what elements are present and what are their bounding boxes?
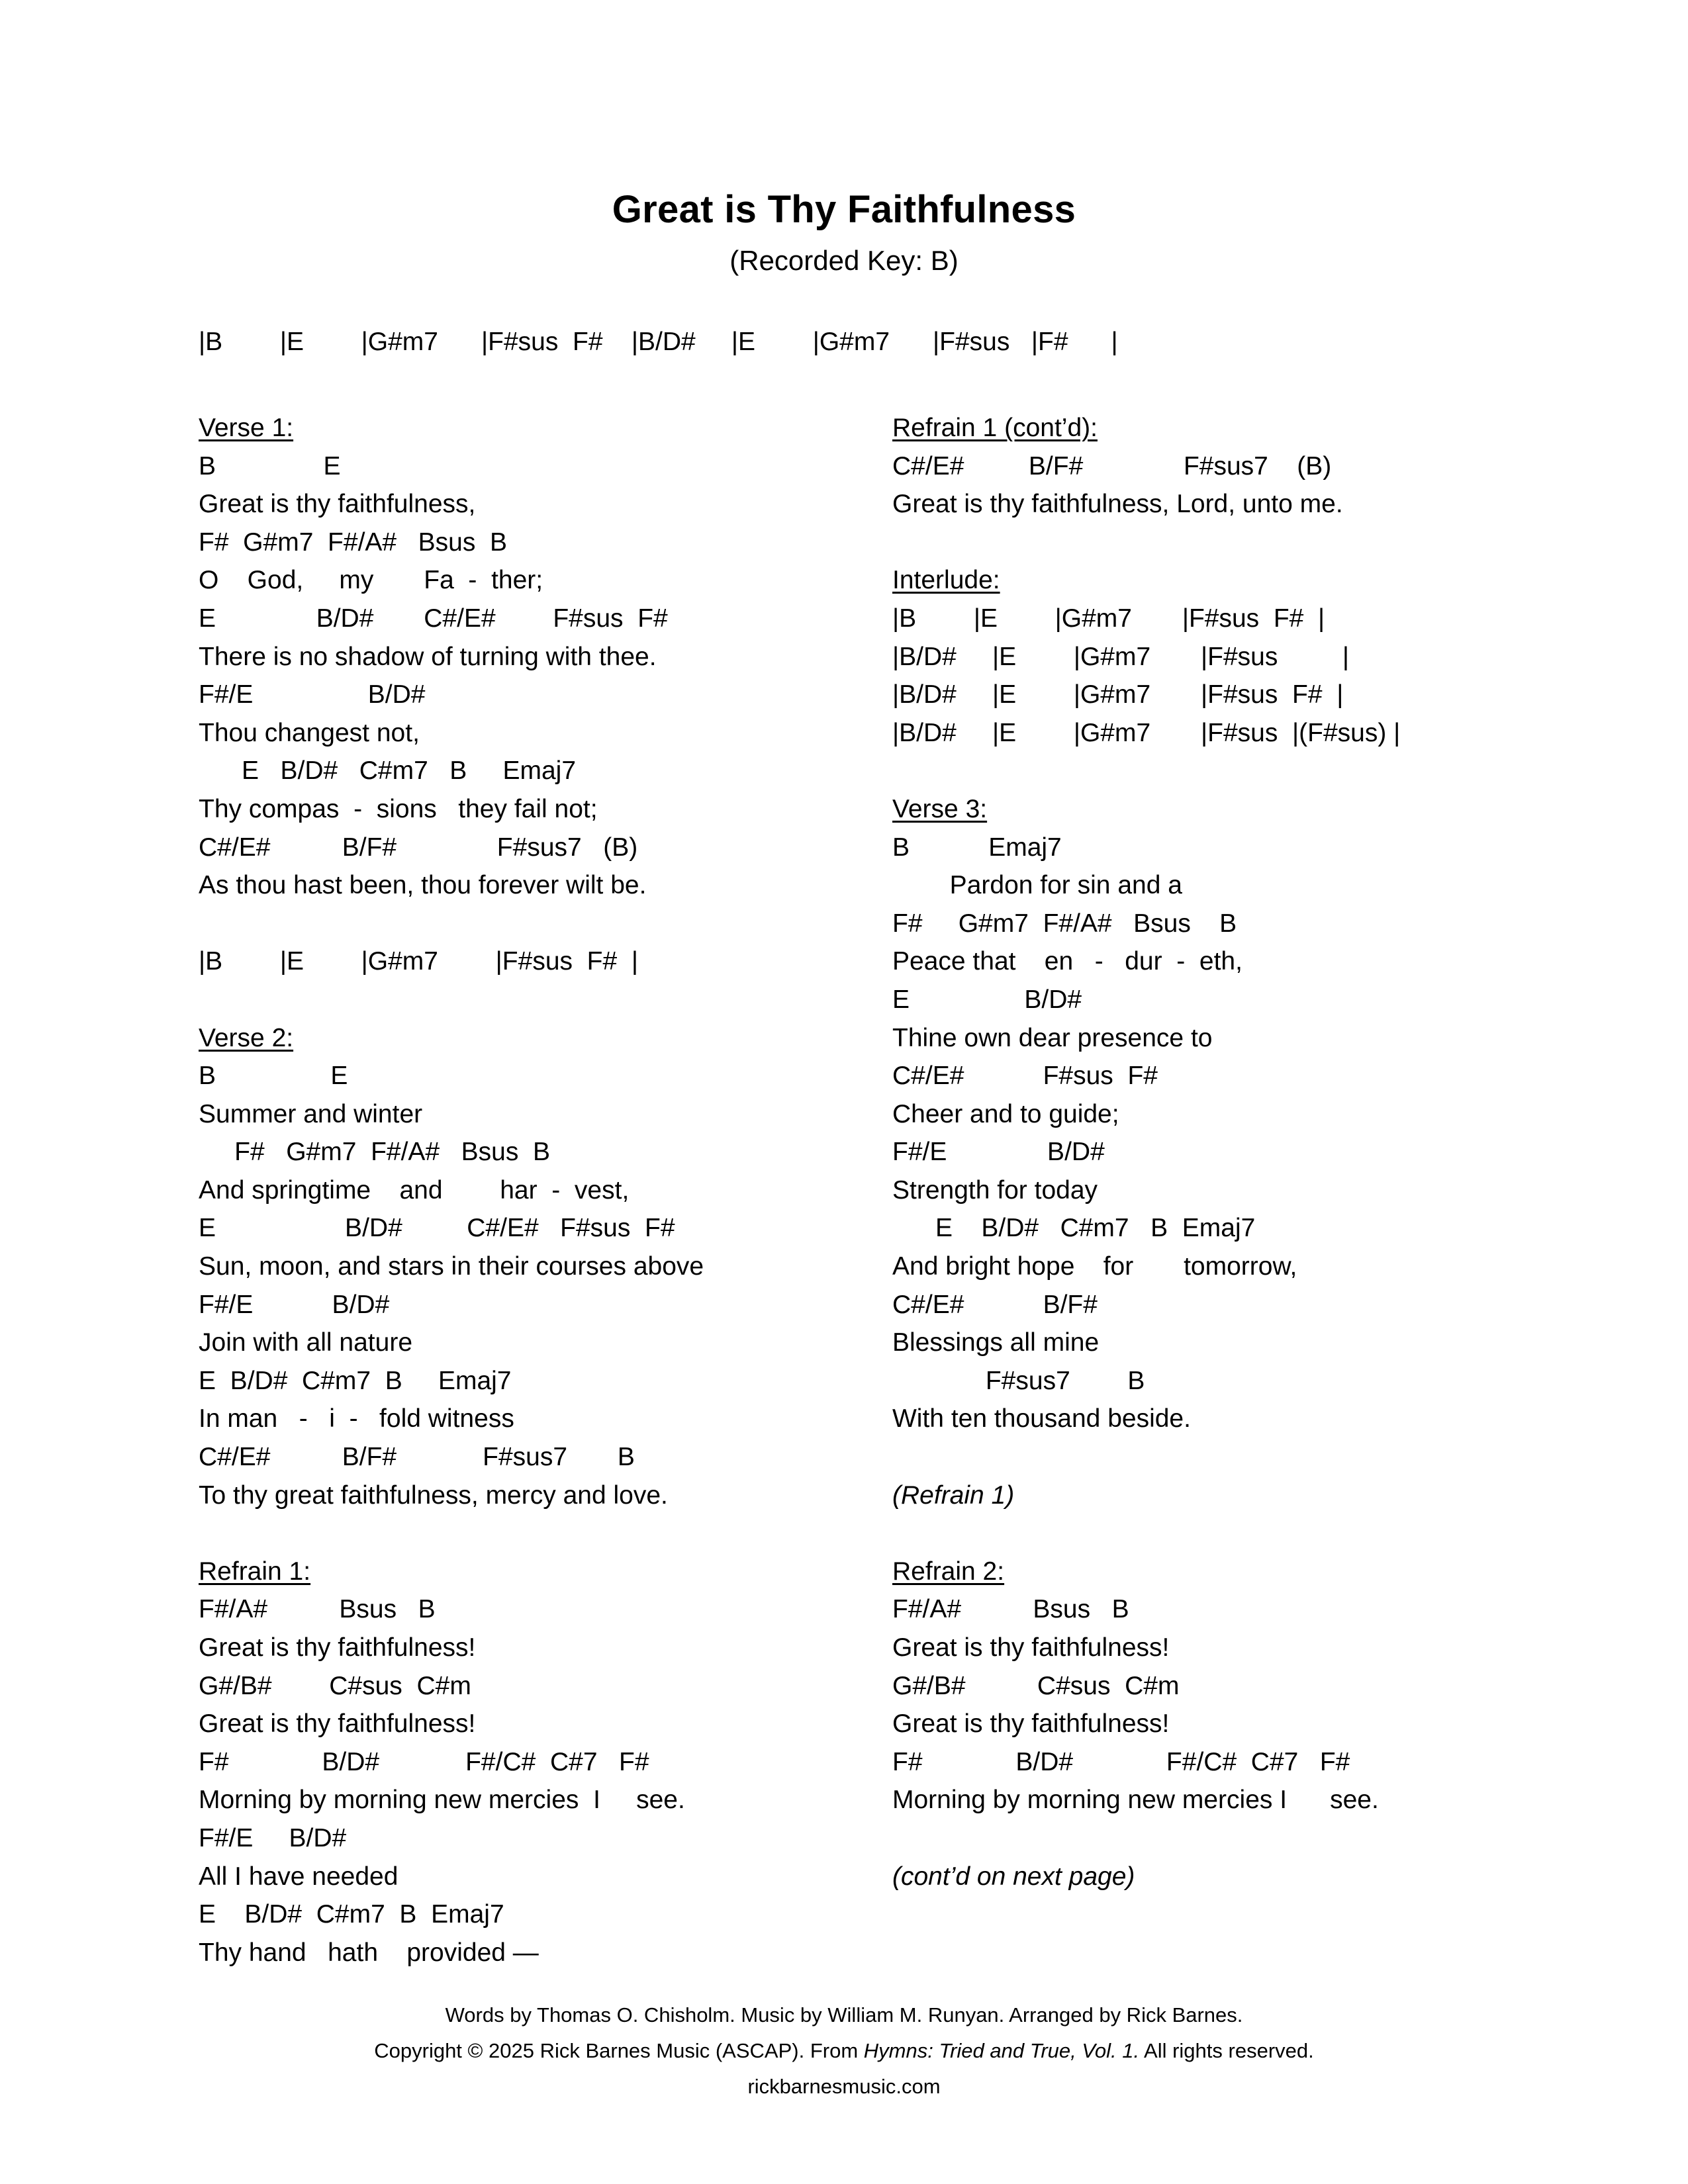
verse-1-heading: Verse 1: bbox=[199, 414, 294, 442]
chord-line: F#/E B/D# bbox=[892, 1138, 1105, 1167]
page-title: Great is Thy Faithfulness bbox=[612, 188, 1076, 231]
right-column bbox=[892, 409, 1594, 1895]
lyric-line: In man - i - fold witness bbox=[199, 1404, 514, 1433]
chord-line: F#sus7 B bbox=[892, 1366, 1145, 1395]
chord-line: F#/E B/D# bbox=[199, 680, 426, 709]
lyric-line: Thou changest not, bbox=[199, 718, 420, 747]
refrain-1-contd-heading-row bbox=[892, 409, 1594, 447]
left-column bbox=[199, 409, 861, 1972]
refrain-1-heading: Refrain 1: bbox=[199, 1557, 311, 1586]
section-refrain-1 bbox=[199, 1553, 861, 1972]
verse-3-heading-row bbox=[892, 790, 1594, 829]
footer-copyright-line bbox=[0, 2033, 1688, 2069]
lyric-line: Great is thy faithfulness, Lord, unto me. bbox=[892, 490, 1343, 519]
lyric-line: Morning by morning new mercies I see. bbox=[892, 1786, 1379, 1815]
collection-title: Hymns: Tried and True, Vol. 1. bbox=[863, 2039, 1140, 2062]
section-verse-2 bbox=[199, 1019, 861, 1515]
chord-line: F# G#m7 F#/A# Bsus B bbox=[199, 1138, 551, 1167]
lyric-line: With ten thousand beside. bbox=[892, 1404, 1191, 1433]
lyric-line: O God, my Fa - ther; bbox=[199, 566, 543, 595]
footer-website: rickbarnesmusic.com bbox=[747, 2075, 941, 2098]
verse-2-heading-row bbox=[199, 1019, 861, 1058]
lyric-line: All I have needed bbox=[199, 1862, 399, 1891]
lyric-line: Thy compas - sions they fail not; bbox=[199, 794, 598, 823]
recorded-key-subtitle: (Recorded Key: B) bbox=[729, 244, 959, 276]
interlude-heading-row bbox=[892, 561, 1594, 600]
lyric-line: Great is thy faithfulness! bbox=[199, 1709, 476, 1739]
chord-line: F# G#m7 F#/A# Bsus B bbox=[199, 527, 508, 557]
footer-authorship-line: Words by Thomas O. Chisholm. Music by William M. Runyan. Arranged by Rick Barnes. bbox=[445, 2003, 1243, 2026]
lyric-line: Morning by morning new mercies I see. bbox=[199, 1786, 685, 1815]
chord-line: G#/B# C#sus C#m bbox=[892, 1671, 1180, 1700]
section-gap bbox=[199, 1514, 861, 1553]
copyright-text-post: All rights reserved. bbox=[1139, 2039, 1314, 2062]
chord-line: |B |E |G#m7 |F#sus F# | bbox=[892, 604, 1325, 633]
chord-line: F#/E B/D# bbox=[199, 1290, 390, 1319]
chord-line: E B/D# C#m7 B Emaj7 bbox=[199, 756, 577, 786]
chord-line: E B/D# C#/E# F#sus F# bbox=[199, 604, 668, 633]
section-gap bbox=[892, 1514, 1594, 1553]
lyric-line: Sun, moon, and stars in their courses above bbox=[199, 1252, 704, 1281]
chord-line: E B/D# C#m7 B Emaj7 bbox=[199, 1900, 504, 1929]
refrain-2-heading-row bbox=[892, 1553, 1594, 1591]
chord-line: F#/A# Bsus B bbox=[892, 1595, 1129, 1624]
footer-credits bbox=[0, 1997, 1688, 2105]
section-verse-1 bbox=[199, 409, 861, 905]
chord-line: C#/E# B/F# bbox=[892, 1290, 1098, 1319]
lyric-line: Thy hand hath provided — bbox=[199, 1938, 539, 1967]
chord-line: F# B/D# F#/C# C#7 F# bbox=[892, 1747, 1350, 1776]
chord-line: F# G#m7 F#/A# Bsus B bbox=[892, 909, 1237, 938]
section-refrain-1-contd bbox=[892, 409, 1594, 523]
refrain-2-heading: Refrain 2: bbox=[892, 1557, 1005, 1586]
lyric-line: There is no shadow of turning with thee. bbox=[199, 642, 657, 671]
chord-line: B E bbox=[199, 451, 341, 480]
verse-2-heading: Verse 2: bbox=[199, 1023, 294, 1052]
chord-line: |B/D# |E |G#m7 |F#sus |(F#sus) | bbox=[892, 718, 1401, 747]
chord-line: E B/D# C#m7 B Emaj7 bbox=[199, 1366, 512, 1395]
refrain-1-heading-row bbox=[199, 1553, 861, 1591]
title-block bbox=[0, 189, 1688, 276]
lyric-line: Great is thy faithfulness! bbox=[892, 1709, 1170, 1739]
chord-line: |B/D# |E |G#m7 |F#sus | bbox=[892, 642, 1350, 671]
chord-line: E B/D# C#m7 B Emaj7 bbox=[892, 1214, 1256, 1243]
chord-line: F#/E B/D# bbox=[199, 1823, 347, 1852]
section-verse-3 bbox=[892, 790, 1594, 1438]
chord-line: F#/A# Bsus B bbox=[199, 1595, 436, 1624]
verse-1-heading-row bbox=[199, 409, 861, 447]
chord-line: |B/D# |E |G#m7 |F#sus F# | bbox=[892, 680, 1344, 709]
section-gap bbox=[892, 752, 1594, 790]
refrain-1-reference: (Refrain 1) bbox=[892, 1480, 1015, 1510]
interlude-heading: Interlude: bbox=[892, 566, 1000, 595]
lyric-line: Great is thy faithfulness! bbox=[892, 1633, 1170, 1662]
section-gap bbox=[892, 523, 1594, 562]
chord-line: F# B/D# F#/C# C#7 F# bbox=[199, 1747, 649, 1776]
refrain-1-contd-heading: Refrain 1 (cont’d): bbox=[892, 414, 1098, 442]
chord-line: C#/E# F#sus F# bbox=[892, 1062, 1158, 1091]
section-gap bbox=[892, 1819, 1594, 1858]
lyric-line: And bright hope for tomorrow, bbox=[892, 1252, 1297, 1281]
chord-line: E B/D# C#/E# F#sus F# bbox=[199, 1214, 675, 1243]
lyric-line: Great is thy faithfulness! bbox=[199, 1633, 476, 1662]
chord-line: C#/E# B/F# F#sus7 (B) bbox=[199, 833, 638, 862]
lyric-line: Peace that en - dur - eth, bbox=[892, 947, 1243, 976]
contd-next-page-note: (cont’d on next page) bbox=[892, 1862, 1135, 1891]
interlude-short-chord-line: |B |E |G#m7 |F#sus F# | bbox=[199, 947, 638, 976]
intro-chord-line: |B |E |G#m7 |F#sus F# |B/D# |E |G#m7 |F#sus |F# | bbox=[199, 328, 1118, 356]
lyric-line: And springtime and har - vest, bbox=[199, 1175, 630, 1205]
lyric-line: To thy great faithfulness, mercy and love. bbox=[199, 1480, 668, 1510]
lyric-line: Summer and winter bbox=[199, 1099, 423, 1128]
lyric-line: Join with all nature bbox=[199, 1328, 413, 1357]
lyric-line: As thou hast been, thou forever wilt be. bbox=[199, 871, 647, 900]
verse-3-heading: Verse 3: bbox=[892, 794, 988, 823]
chord-line: C#/E# B/F# F#sus7 B bbox=[199, 1443, 635, 1472]
chord-line: B E bbox=[199, 1062, 348, 1091]
section-gap bbox=[892, 1438, 1594, 1477]
section-gap bbox=[199, 981, 861, 1019]
copyright-text-pre: Copyright © 2025 Rick Barnes Music (ASCAP). From bbox=[374, 2039, 864, 2062]
lyric-line: Blessings all mine bbox=[892, 1328, 1100, 1357]
section-interlude bbox=[892, 561, 1594, 752]
chord-line: E B/D# bbox=[892, 985, 1082, 1014]
chord-line: G#/B# C#sus C#m bbox=[199, 1671, 471, 1700]
section-gap bbox=[199, 905, 861, 943]
chord-line: B Emaj7 bbox=[892, 833, 1062, 862]
section-refrain-2 bbox=[892, 1553, 1594, 1819]
lyric-line: Strength for today bbox=[892, 1175, 1098, 1205]
chart-columns bbox=[0, 409, 1688, 1971]
lyric-line: Great is thy faithfulness, bbox=[199, 490, 476, 519]
chord-line: C#/E# B/F# F#sus7 (B) bbox=[892, 451, 1332, 480]
lyric-line: Cheer and to guide; bbox=[892, 1099, 1119, 1128]
lyric-line: Pardon for sin and a bbox=[892, 871, 1182, 900]
lyric-line: Thine own dear presence to bbox=[892, 1023, 1213, 1052]
